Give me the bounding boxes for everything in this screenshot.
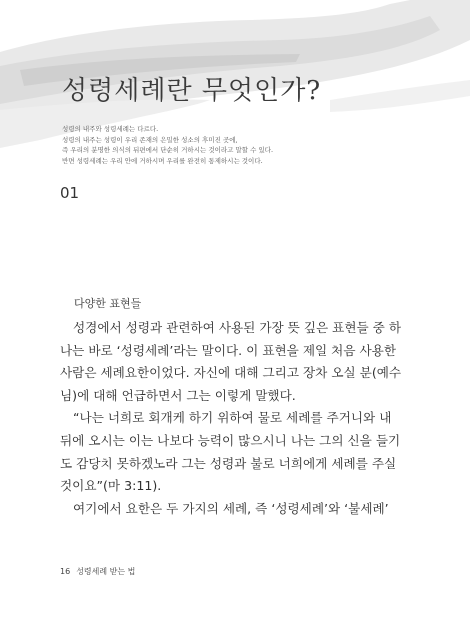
- chapter-intro: [62, 124, 442, 166]
- running-title: 성령세례 받는 법: [76, 567, 136, 576]
- body-line: 사람은 세례요한이었다. 자신에 대해 그리고 장차 오실 분(예수: [60, 365, 402, 381]
- body-line: 도 감당치 못하겠노라 그는 성령과 불로 너희에게 세례를 주실: [60, 455, 397, 471]
- body-line: 성경에서 성령과 관련하여 사용된 가장 뜻 깊은 표현들 중 하: [73, 320, 402, 335]
- body-line: “나는 너희로 회개케 하기 위하여 물로 세례를 주거니와 내: [73, 410, 392, 426]
- intro-line: 반면 성령세례는 우리 안에 거하시며 우리를 완전히 통제하시는 것이다.: [62, 156, 263, 165]
- body-line: 여기에서 요한은 두 가지의 세례, 즉 ‘성령세례’와 ‘불세례’: [73, 500, 389, 516]
- body-line: 님)에 대해 언급하면서 그는 이렇게 말했다.: [60, 387, 296, 403]
- page-footer: [60, 566, 135, 577]
- intro-line: 성령의 내주는 성령이 우리 존재의 은밀한 성소의 후미진 곳에,: [62, 135, 238, 144]
- intro-line: 즉 우리의 분명한 의식의 뒤편에서 단순히 거하시는 것이라고 말할 수 있다.: [62, 146, 274, 154]
- page-number: 16: [60, 567, 71, 576]
- intro-line: 성령의 내주와 성령세례는 다르다.: [62, 125, 159, 133]
- section-subheading: 다양한 표현들: [74, 297, 142, 310]
- body-line: 나는 바로 ‘성령세례’라는 말이다. 이 표현을 제일 처음 사용한: [60, 342, 397, 358]
- page-title: 성령세례란 무엇인가?: [62, 76, 322, 106]
- body-line: 것이요”(마 3:11).: [60, 478, 162, 494]
- body-line: 뒤에 오시는 이는 나보다 능력이 많으시니 나는 그의 신을 들기: [60, 432, 401, 448]
- chapter-number: 01: [60, 184, 80, 202]
- body-text: [60, 317, 412, 520]
